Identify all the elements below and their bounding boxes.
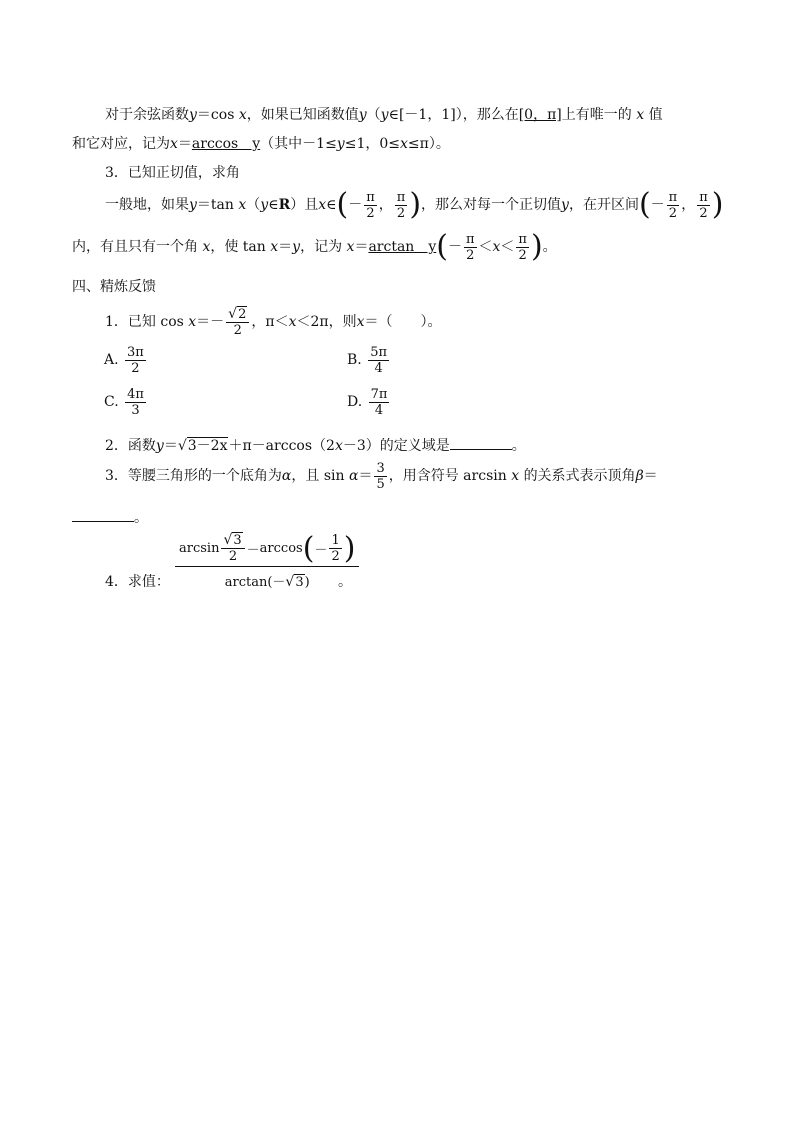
text: ，π＜ [251,314,289,330]
text: ∈ [326,197,337,213]
var: x [202,239,211,255]
text: ＝tan [196,197,234,213]
text: ，使 tan [210,239,266,255]
text: 上有唯一的 [561,107,632,123]
right-paren: ) [530,229,543,264]
paragraph-arccos-def-line2 [72,134,450,154]
option-b[interactable] [347,343,391,377]
denominator: 2 [699,205,708,221]
option-fraction [369,387,390,418]
minus-sign: － [650,197,665,213]
denominator: 2 [228,549,238,564]
question-4-label: 4．求值： [105,574,170,590]
arccos: arccos [259,541,303,556]
text: ≤1，0≤ [344,136,400,152]
var: y [189,197,197,213]
arctan: arctan(－ [224,575,286,590]
text: ＝ [643,468,658,484]
text: 和它对应，记为 [72,136,170,152]
fraction-pi-over-2 [395,190,408,221]
fraction-1-over-2 [329,533,341,564]
text: （ [246,197,261,213]
var: β [635,468,644,484]
numerator: π [668,189,678,205]
sqrt: √3－2x [177,438,228,454]
section-heading-feedback: 四、精炼反馈 [72,279,156,295]
text: ，那么对每一个正切值 [421,197,562,213]
left-paren: ( [436,229,448,264]
right-paren: ) [711,187,724,222]
minus-sign: － [447,239,462,255]
minus-sign: － [314,543,328,558]
option-fraction [368,345,389,376]
text: ＝ [177,136,192,152]
sqrt: √3 [285,574,304,590]
denominator: 2 [518,247,527,263]
text: ≤π）。 [407,136,450,152]
text: ＋π－arccos（2 [228,438,335,454]
question-3-blank-line [72,508,148,528]
question-4-end: 。 [338,574,352,590]
numerator-expression [175,530,359,567]
text: （ [366,107,381,123]
option-label: D. [347,394,363,410]
left-paren: ( [638,187,651,222]
left-paren: ( [336,187,349,222]
option-d[interactable] [347,385,391,419]
option-label: B. [347,352,362,368]
var: α [348,468,359,484]
var: y [336,136,345,152]
var: x [356,314,365,330]
radicand: 3－2x [187,438,228,454]
var: x [492,239,501,255]
minus-sign: － [348,197,363,213]
numerator: π [465,231,475,247]
text: ＜2π，则 [296,314,357,330]
text: ，在开区间 [568,197,639,213]
text: ∈ [268,197,279,213]
var: x [270,239,279,255]
arctan-underlined: arctan y [368,239,437,255]
text: －3）的定义域是 [342,438,450,454]
denominator: 2 [131,360,140,376]
less-than: ＜ [478,239,493,255]
var: y [155,438,164,454]
left-paren: ( [302,530,315,566]
var: x [288,314,297,330]
denominator: 5 [376,476,385,492]
numerator: 7π [370,386,388,402]
text: 2．函数 [105,438,156,454]
text: （其中－1≤ [260,136,337,152]
paragraph-arctan-def-line2 [72,230,557,264]
var: y [292,239,301,255]
text: ，用含符号 arcsin [388,468,507,484]
denominator-expression [225,567,310,590]
var: x [188,314,197,330]
var: y [189,107,197,123]
denominator: 2 [366,205,375,221]
option-label: A. [104,352,119,368]
text: 3．等腰三角形的一个底角为 [105,468,282,484]
numerator: 1 [331,533,340,548]
text: ＝ [278,239,293,255]
answer-blank[interactable] [450,449,512,450]
right-paren: ) [409,187,422,222]
var: x [400,136,408,152]
numerator [226,307,249,323]
text: ，且 sin [291,468,345,484]
fraction-pi-over-2 [697,190,710,221]
denominator: 2 [233,322,242,338]
interval-underlined: [0，π] [518,107,562,123]
fraction-pi-over-2 [516,232,529,263]
fraction-pi-over-2 [464,232,477,263]
numerator: 4π [127,386,144,402]
fraction-pi-over-2 [364,190,377,221]
real-set-symbol: R [278,197,291,213]
var: x [334,438,343,454]
var: x [238,197,247,213]
text: 对于余弦函数 [105,107,189,123]
text: ＝（ ）。 [364,314,442,330]
var: y [561,197,569,213]
paragraph-arctan-def-line1 [105,188,723,222]
text: 一般地，如果 [105,197,189,213]
fraction-pi-over-2 [667,190,680,221]
numerator: π [518,231,527,247]
var: x [170,136,178,152]
numerator: π [699,189,708,205]
text: 。 [134,510,148,526]
minus-sign: － [246,543,260,558]
less-than: ＜ [500,239,515,255]
numerator: π [396,189,406,205]
text: 。 [542,239,557,255]
paragraph-arccos-def-line1 [105,105,663,125]
option-c[interactable] [104,385,148,419]
denominator: 2 [466,247,475,263]
numerator [221,533,244,549]
heading-3-tangent: 3．已知正切值，求角 [105,165,240,181]
var: x [318,197,327,213]
arccos-underlined: arccos y [191,136,261,152]
text: 1．已知 cos [105,314,184,330]
fraction-3-over-5 [374,461,386,492]
option-fraction [125,387,146,418]
option-fraction [125,345,146,376]
comma: ， [681,197,696,213]
numerator: 3 [376,460,385,476]
option-label: C. [104,394,119,410]
text: ＝ [354,239,369,255]
denominator: 4 [374,360,383,376]
sqrt: √3 [223,532,242,548]
var: y [358,107,367,123]
denominator: 2 [668,205,678,221]
var: x [238,107,247,123]
numerator: π [366,189,375,205]
denominator: 2 [396,205,406,221]
question-3 [105,456,658,496]
denominator: 4 [374,402,384,418]
var: α [281,468,292,484]
text: ＝－ [196,314,225,330]
comma: ， [378,197,393,213]
text: 。 [511,438,526,454]
text: ＝cos [196,107,235,123]
right-paren: ) [343,530,356,566]
sqrt: √2 [228,305,247,322]
option-a[interactable] [104,343,148,377]
text: 内，有且只有一个角 [72,239,198,255]
fraction-sqrt2-over-2 [226,307,249,338]
text: ∈[－1，1]），那么在 [388,107,519,123]
denominator: 3 [131,402,140,418]
text: ＝ [163,438,178,454]
numerator: 3π [127,344,144,360]
close-paren: ) [304,575,310,590]
text: ，如果已知函数值 [246,107,359,123]
var: x [636,107,645,123]
question-4-expression [175,530,359,590]
numerator: 5π [370,344,388,360]
text: ）且 [290,197,319,213]
text: 的关系式表示顶角 [523,468,636,484]
question-1 [105,302,442,342]
answer-blank[interactable] [72,521,134,522]
var: x [511,468,520,484]
arcsin: arcsin [179,541,220,556]
question-2 [105,436,526,456]
var: y [380,107,389,123]
text: ，记为 [300,239,343,255]
text: ＝ [358,468,373,484]
fraction-sqrt3-over-2 [221,533,244,564]
var: y [260,197,269,213]
text: 值 [648,107,663,123]
var: x [346,239,355,255]
denominator: 2 [331,549,340,564]
